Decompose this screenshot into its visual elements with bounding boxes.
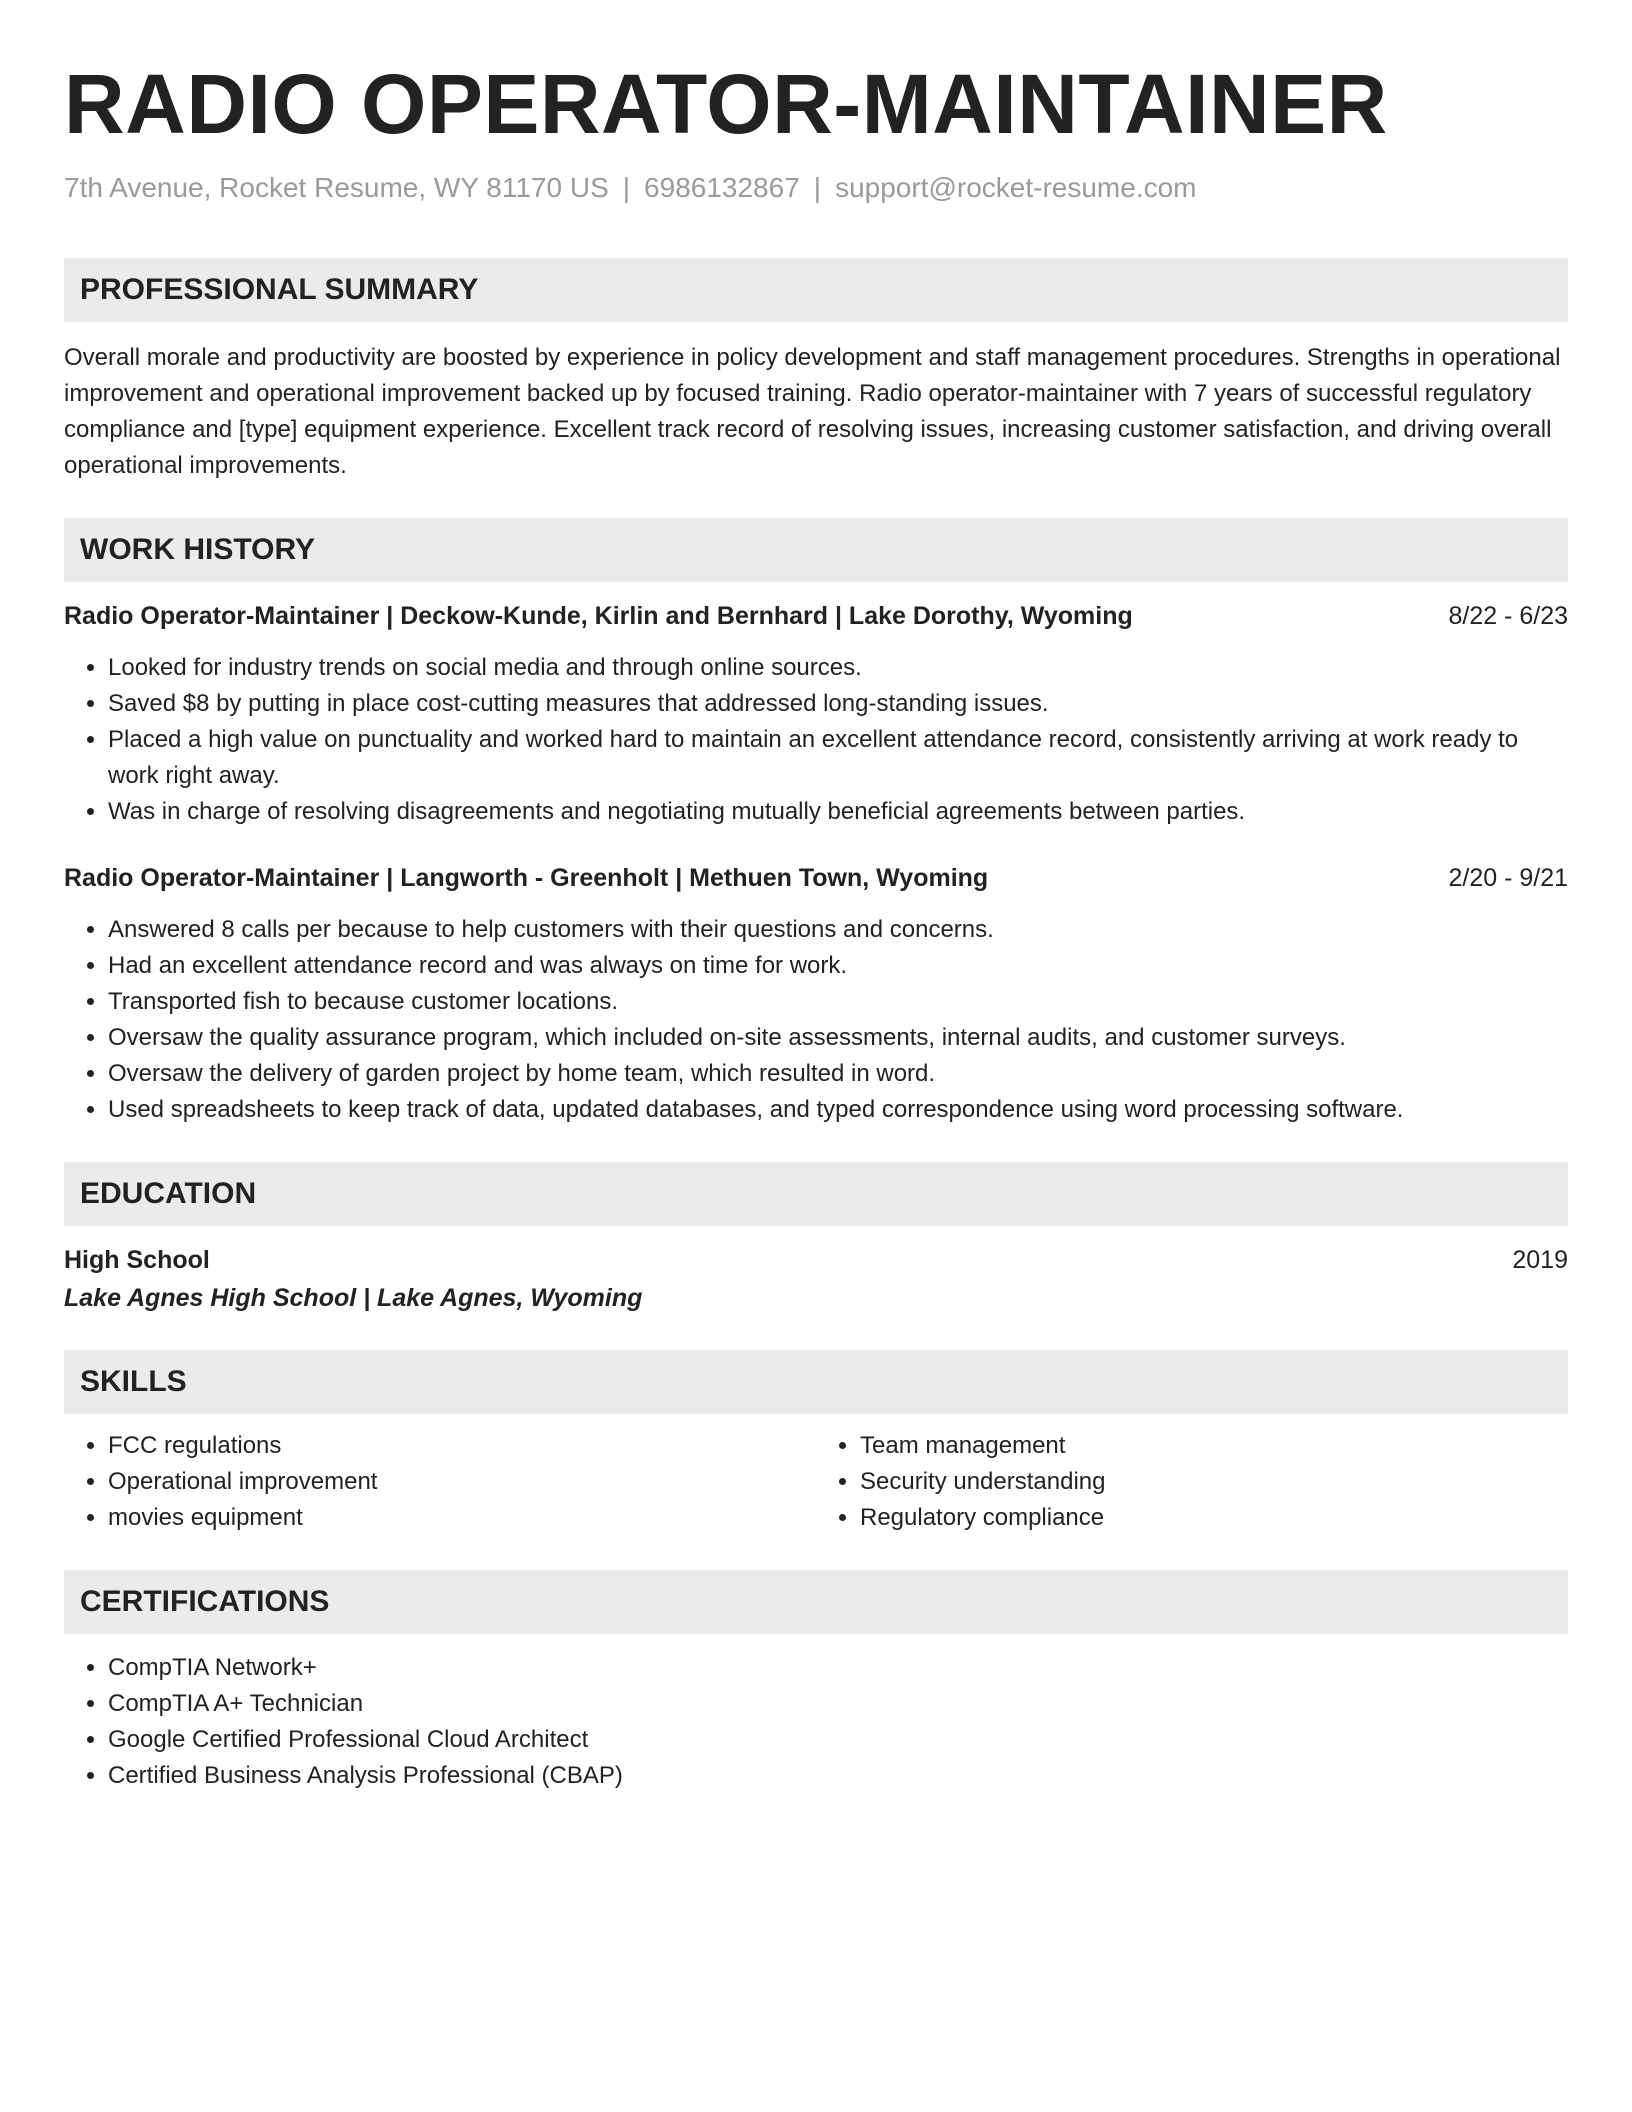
section-heading-education: EDUCATION — [64, 1162, 1568, 1226]
skill-item: • Team management — [860, 1428, 1568, 1464]
job-bullet: • Oversaw the delivery of garden project by home team, which resulted in word. — [108, 1056, 1568, 1092]
skill-item: • Operational improvement — [108, 1464, 816, 1500]
job-bullet: • Placed a high value on punctuality and worked hard to maintain an excellent attendance record, consistently arriving at work ready to work right away. — [108, 722, 1568, 794]
certification-item: • Certified Business Analysis Professional (CBAP) — [108, 1758, 1568, 1794]
job-header — [64, 598, 1568, 634]
job-bullets — [64, 912, 1568, 1128]
job-bullet: • Oversaw the quality assurance program, which included on-site assessments, internal audits, and customer surveys. — [108, 1020, 1568, 1056]
job-bullets — [64, 650, 1568, 830]
job-bullet: • Saved $8 by putting in place cost-cutting measures that addressed long-standing issues. — [108, 686, 1568, 722]
contact-phone: 6986132867 — [644, 172, 800, 203]
certifications-list — [64, 1650, 1568, 1794]
skills-column-left — [64, 1428, 816, 1536]
job-bullet: • Looked for industry trends on social media and through online sources. — [108, 650, 1568, 686]
skill-item: • Security understanding — [860, 1464, 1568, 1500]
job-bullet: • Used spreadsheets to keep track of data, updated databases, and typed correspondence using word processing software. — [108, 1092, 1568, 1128]
education-school: Lake Agnes High School | Lake Agnes, Wyoming — [64, 1284, 643, 1312]
skill-item: • movies equipment — [108, 1500, 816, 1536]
job-title-line: Radio Operator-Maintainer | Deckow-Kunde, Kirlin and Bernhard | Lake Dorothy, Wyoming — [64, 602, 1133, 630]
contact-email: support@rocket-resume.com — [835, 172, 1197, 203]
job-header — [64, 860, 1568, 896]
skills-column-right — [816, 1428, 1568, 1536]
education-header — [64, 1242, 1568, 1278]
section-heading-skills: SKILLS — [64, 1350, 1568, 1414]
section-heading-summary: PROFESSIONAL SUMMARY — [64, 258, 1568, 322]
job-title-line: Radio Operator-Maintainer | Langworth - Greenholt | Methuen Town, Wyoming — [64, 864, 989, 892]
certification-item: • Google Certified Professional Cloud Architect — [108, 1722, 1568, 1758]
skill-item: • FCC regulations — [108, 1428, 816, 1464]
education-degree: High School — [64, 1246, 210, 1274]
job-dates: 8/22 - 6/23 — [1448, 602, 1568, 630]
job-bullet: • Had an excellent attendance record and was always on time for work. — [108, 948, 1568, 984]
certification-item: • CompTIA Network+ — [108, 1650, 1568, 1686]
candidate-name: RADIO OPERATOR-MAINTAINER — [64, 57, 1388, 151]
contact-separator: | — [622, 172, 631, 203]
job-bullet: • Transported fish to because customer locations. — [108, 984, 1568, 1020]
skill-item: • Regulatory compliance — [860, 1500, 1568, 1536]
certification-item: • CompTIA A+ Technician — [108, 1686, 1568, 1722]
job-bullet: • Answered 8 calls per because to help customers with their questions and concerns. — [108, 912, 1568, 948]
section-heading-work-history: WORK HISTORY — [64, 518, 1568, 582]
contact-separator: | — [813, 172, 822, 203]
section-heading-certifications: CERTIFICATIONS — [64, 1570, 1568, 1634]
education-year: 2019 — [1512, 1246, 1568, 1274]
skills-grid — [64, 1428, 1568, 1536]
summary-text: Overall morale and productivity are boosted by experience in policy development and staff management procedures. Strengths in operational improvement and operational improvement backed up by focused training. Radio operator-maintainer with 7 years of successful regulatory compliance and [type] equipment experience. Excellent track record of resolving issues, increasing customer satisfaction, and driving overall operational improvements. — [64, 344, 1561, 479]
job-dates: 2/20 - 9/21 — [1448, 864, 1568, 892]
contact-address: 7th Avenue, Rocket Resume, WY 81170 US — [64, 172, 609, 203]
job-bullet: • Was in charge of resolving disagreements and negotiating mutually beneficial agreements between parties. — [108, 794, 1568, 830]
contact-line — [64, 170, 1568, 206]
